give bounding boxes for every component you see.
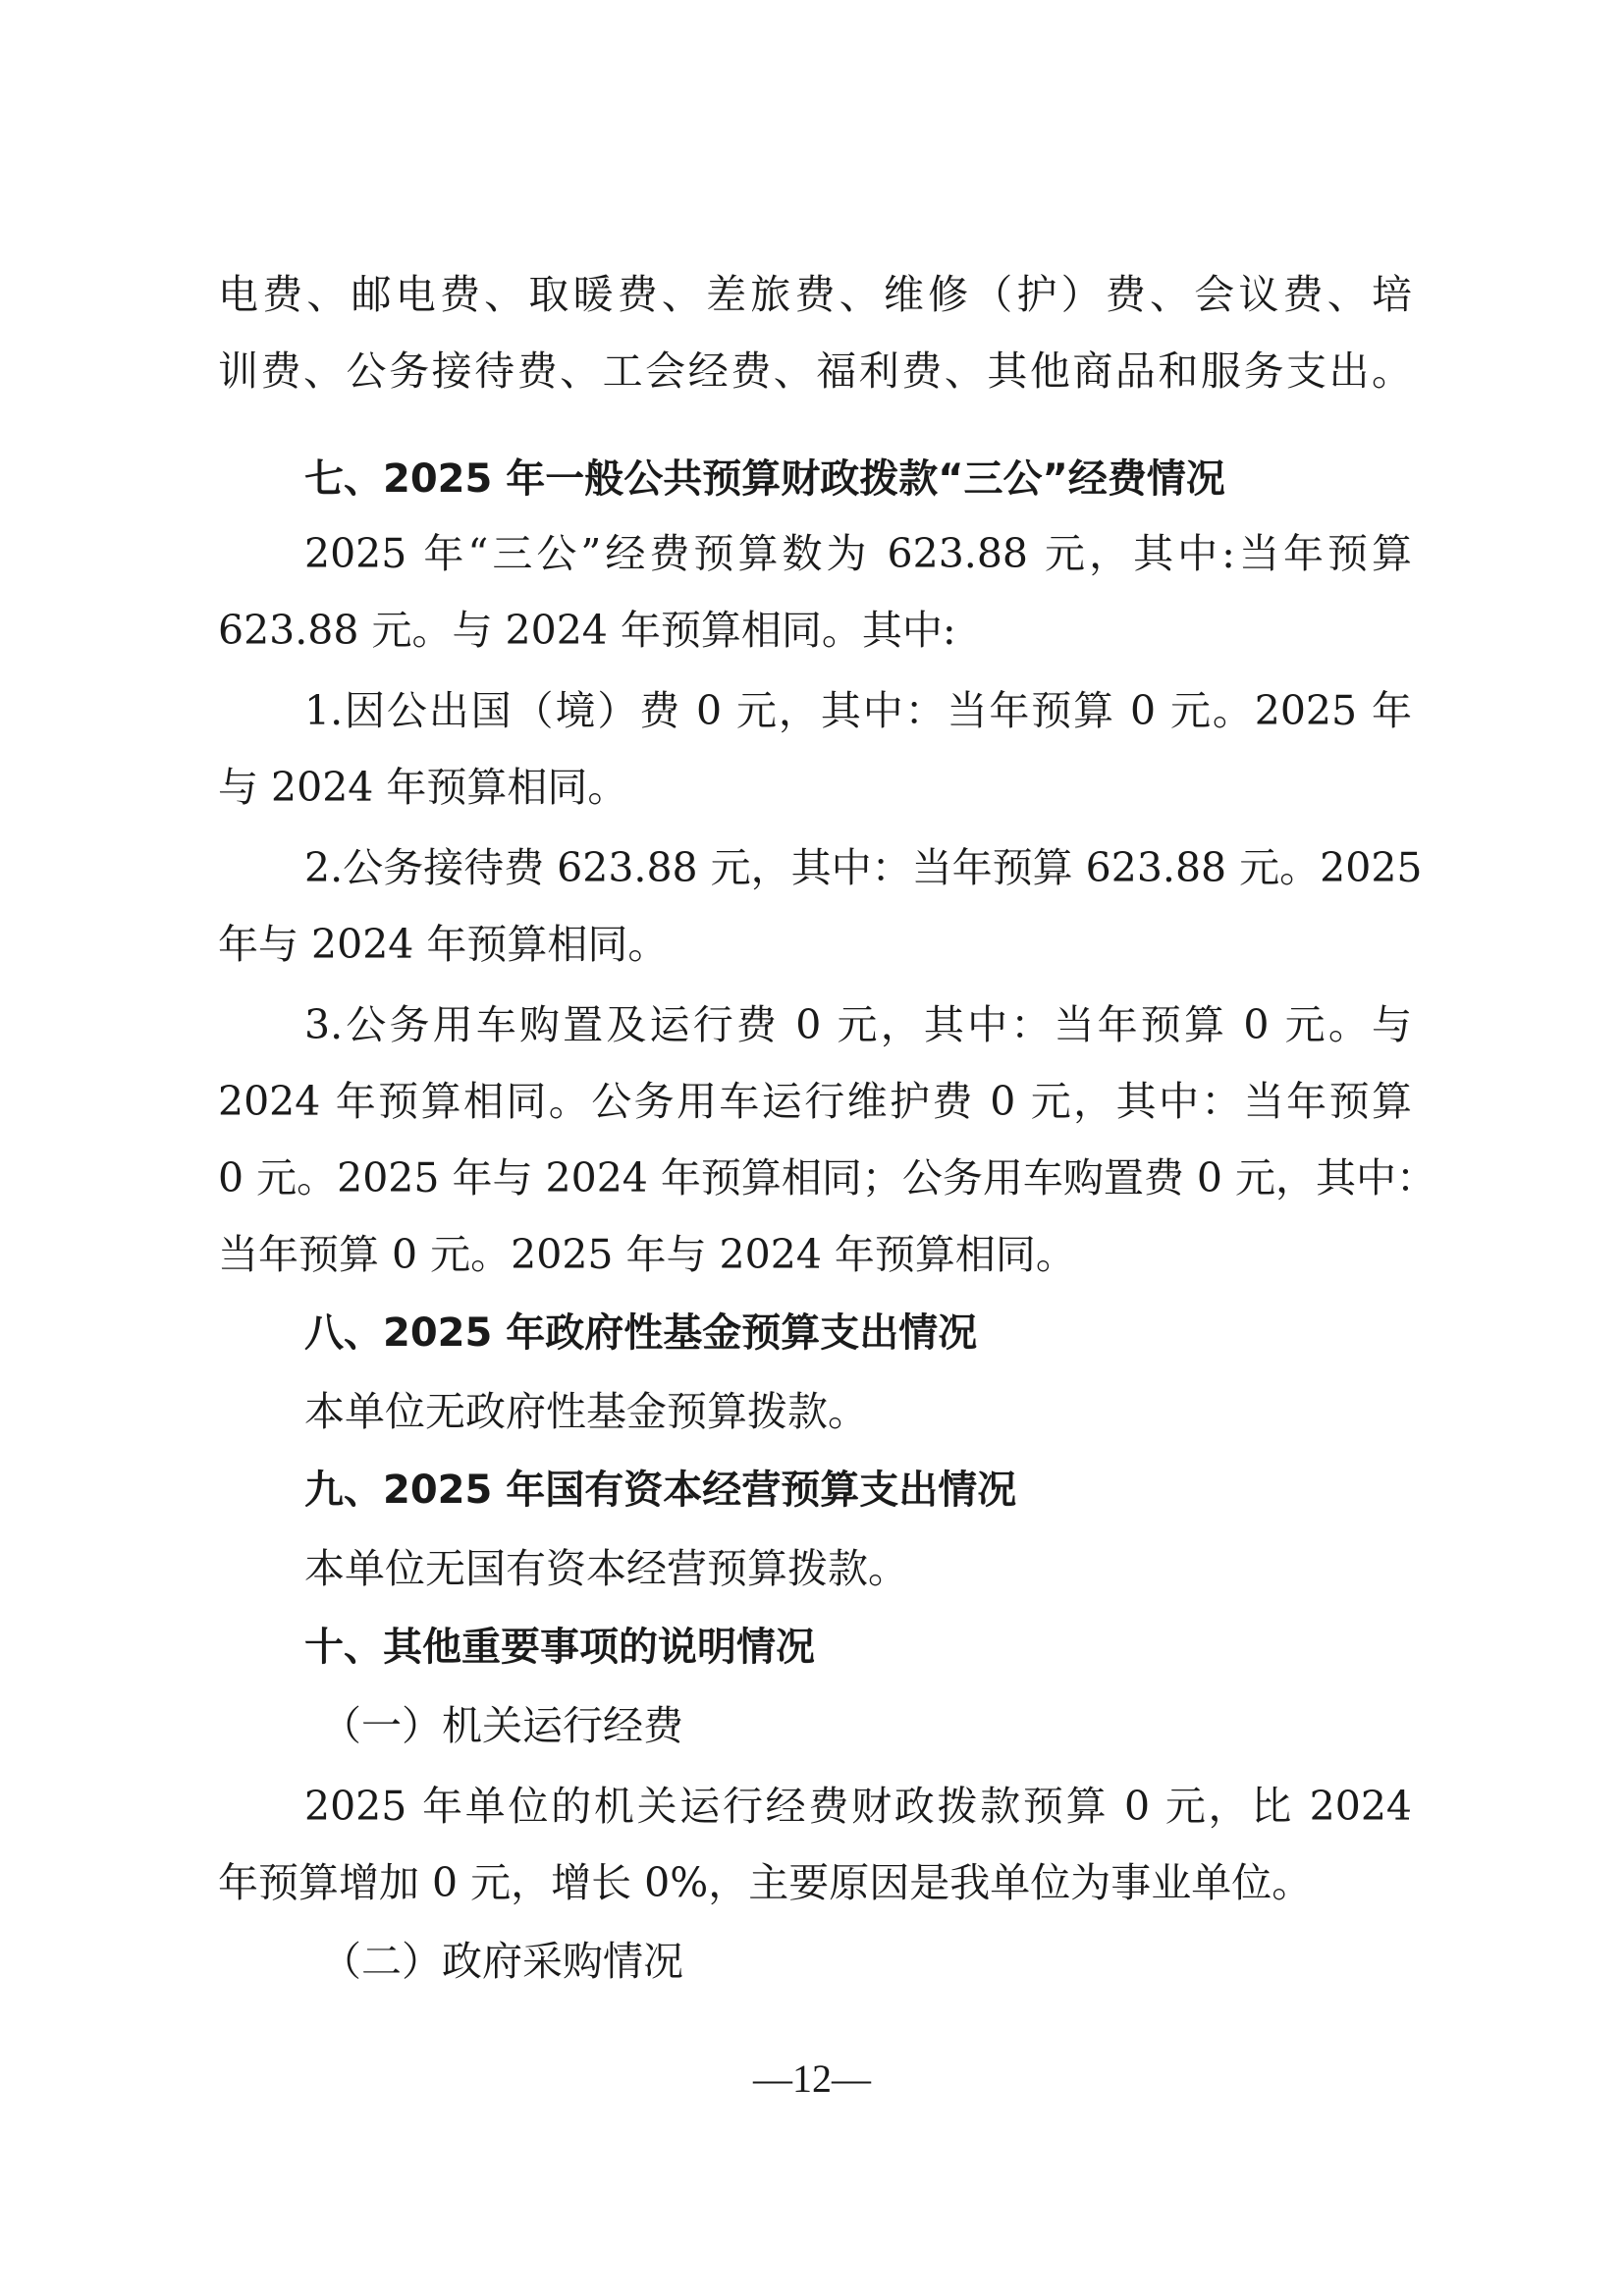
paragraph-line: 年与 2024 年预算相同。 <box>218 921 669 968</box>
paragraph-line: 电费、邮电费、取暖费、差旅费、维修（护）费、会议费、培 <box>218 271 1412 318</box>
paragraph-line: 3.公务用车购置及运行费 0 元，其中：当年预算 0 元。与 <box>304 1001 1412 1048</box>
paragraph-line: 2025 年单位的机关运行经费财政拨款预算 0 元，比 2024 <box>304 1783 1412 1830</box>
paragraph-line: 训费、公务接待费、工会经费、福利费、其他商品和服务支出。 <box>218 347 1412 395</box>
paragraph-line: 1.因公出国（境）费 0 元，其中：当年预算 0 元。2025 年 <box>304 687 1412 734</box>
paragraph-line: 与 2024 年预算相同。 <box>218 764 628 811</box>
paragraph-line: 2024 年预算相同。公务用车运行维护费 0 元，其中：当年预算 <box>218 1078 1412 1125</box>
section-heading-9: 九、2025 年国有资本经营预算支出情况 <box>304 1468 1017 1513</box>
paragraph-line: 0 元。2025 年与 2024 年预算相同；公务用车购置费 0 元，其中： <box>218 1154 1437 1201</box>
paragraph-line: 2.公务接待费 623.88 元，其中：当年预算 623.88 元。2025 <box>304 844 1423 891</box>
section-heading-8: 八、2025 年政府性基金预算支出情况 <box>304 1310 978 1356</box>
section-heading-10: 十、其他重要事项的说明情况 <box>304 1625 815 1670</box>
paragraph-line: 623.88 元。与 2024 年预算相同。其中: <box>218 607 956 654</box>
paragraph-line: 本单位无国有资本经营预算拨款。 <box>304 1545 908 1592</box>
paragraph-line: 年预算增加 0 元，增长 0%，主要原因是我单位为事业单位。 <box>218 1859 1313 1906</box>
paragraph-line: 本单位无政府性基金预算拨款。 <box>304 1388 868 1435</box>
section-heading-7: 七、2025 年一般公共预算财政拨款“三公”经费情况 <box>304 456 1225 502</box>
paragraph-line: 2025 年“三公”经费预算数为 623.88 元，其中:当年预算 <box>304 530 1412 577</box>
page-number: —12— <box>753 2056 871 2101</box>
subsection-heading-1: （一）机关运行经费 <box>321 1702 683 1749</box>
subsection-heading-2: （二）政府采购情况 <box>321 1938 683 1985</box>
paragraph-line: 当年预算 0 元。2025 年与 2024 年预算相同。 <box>218 1231 1076 1278</box>
